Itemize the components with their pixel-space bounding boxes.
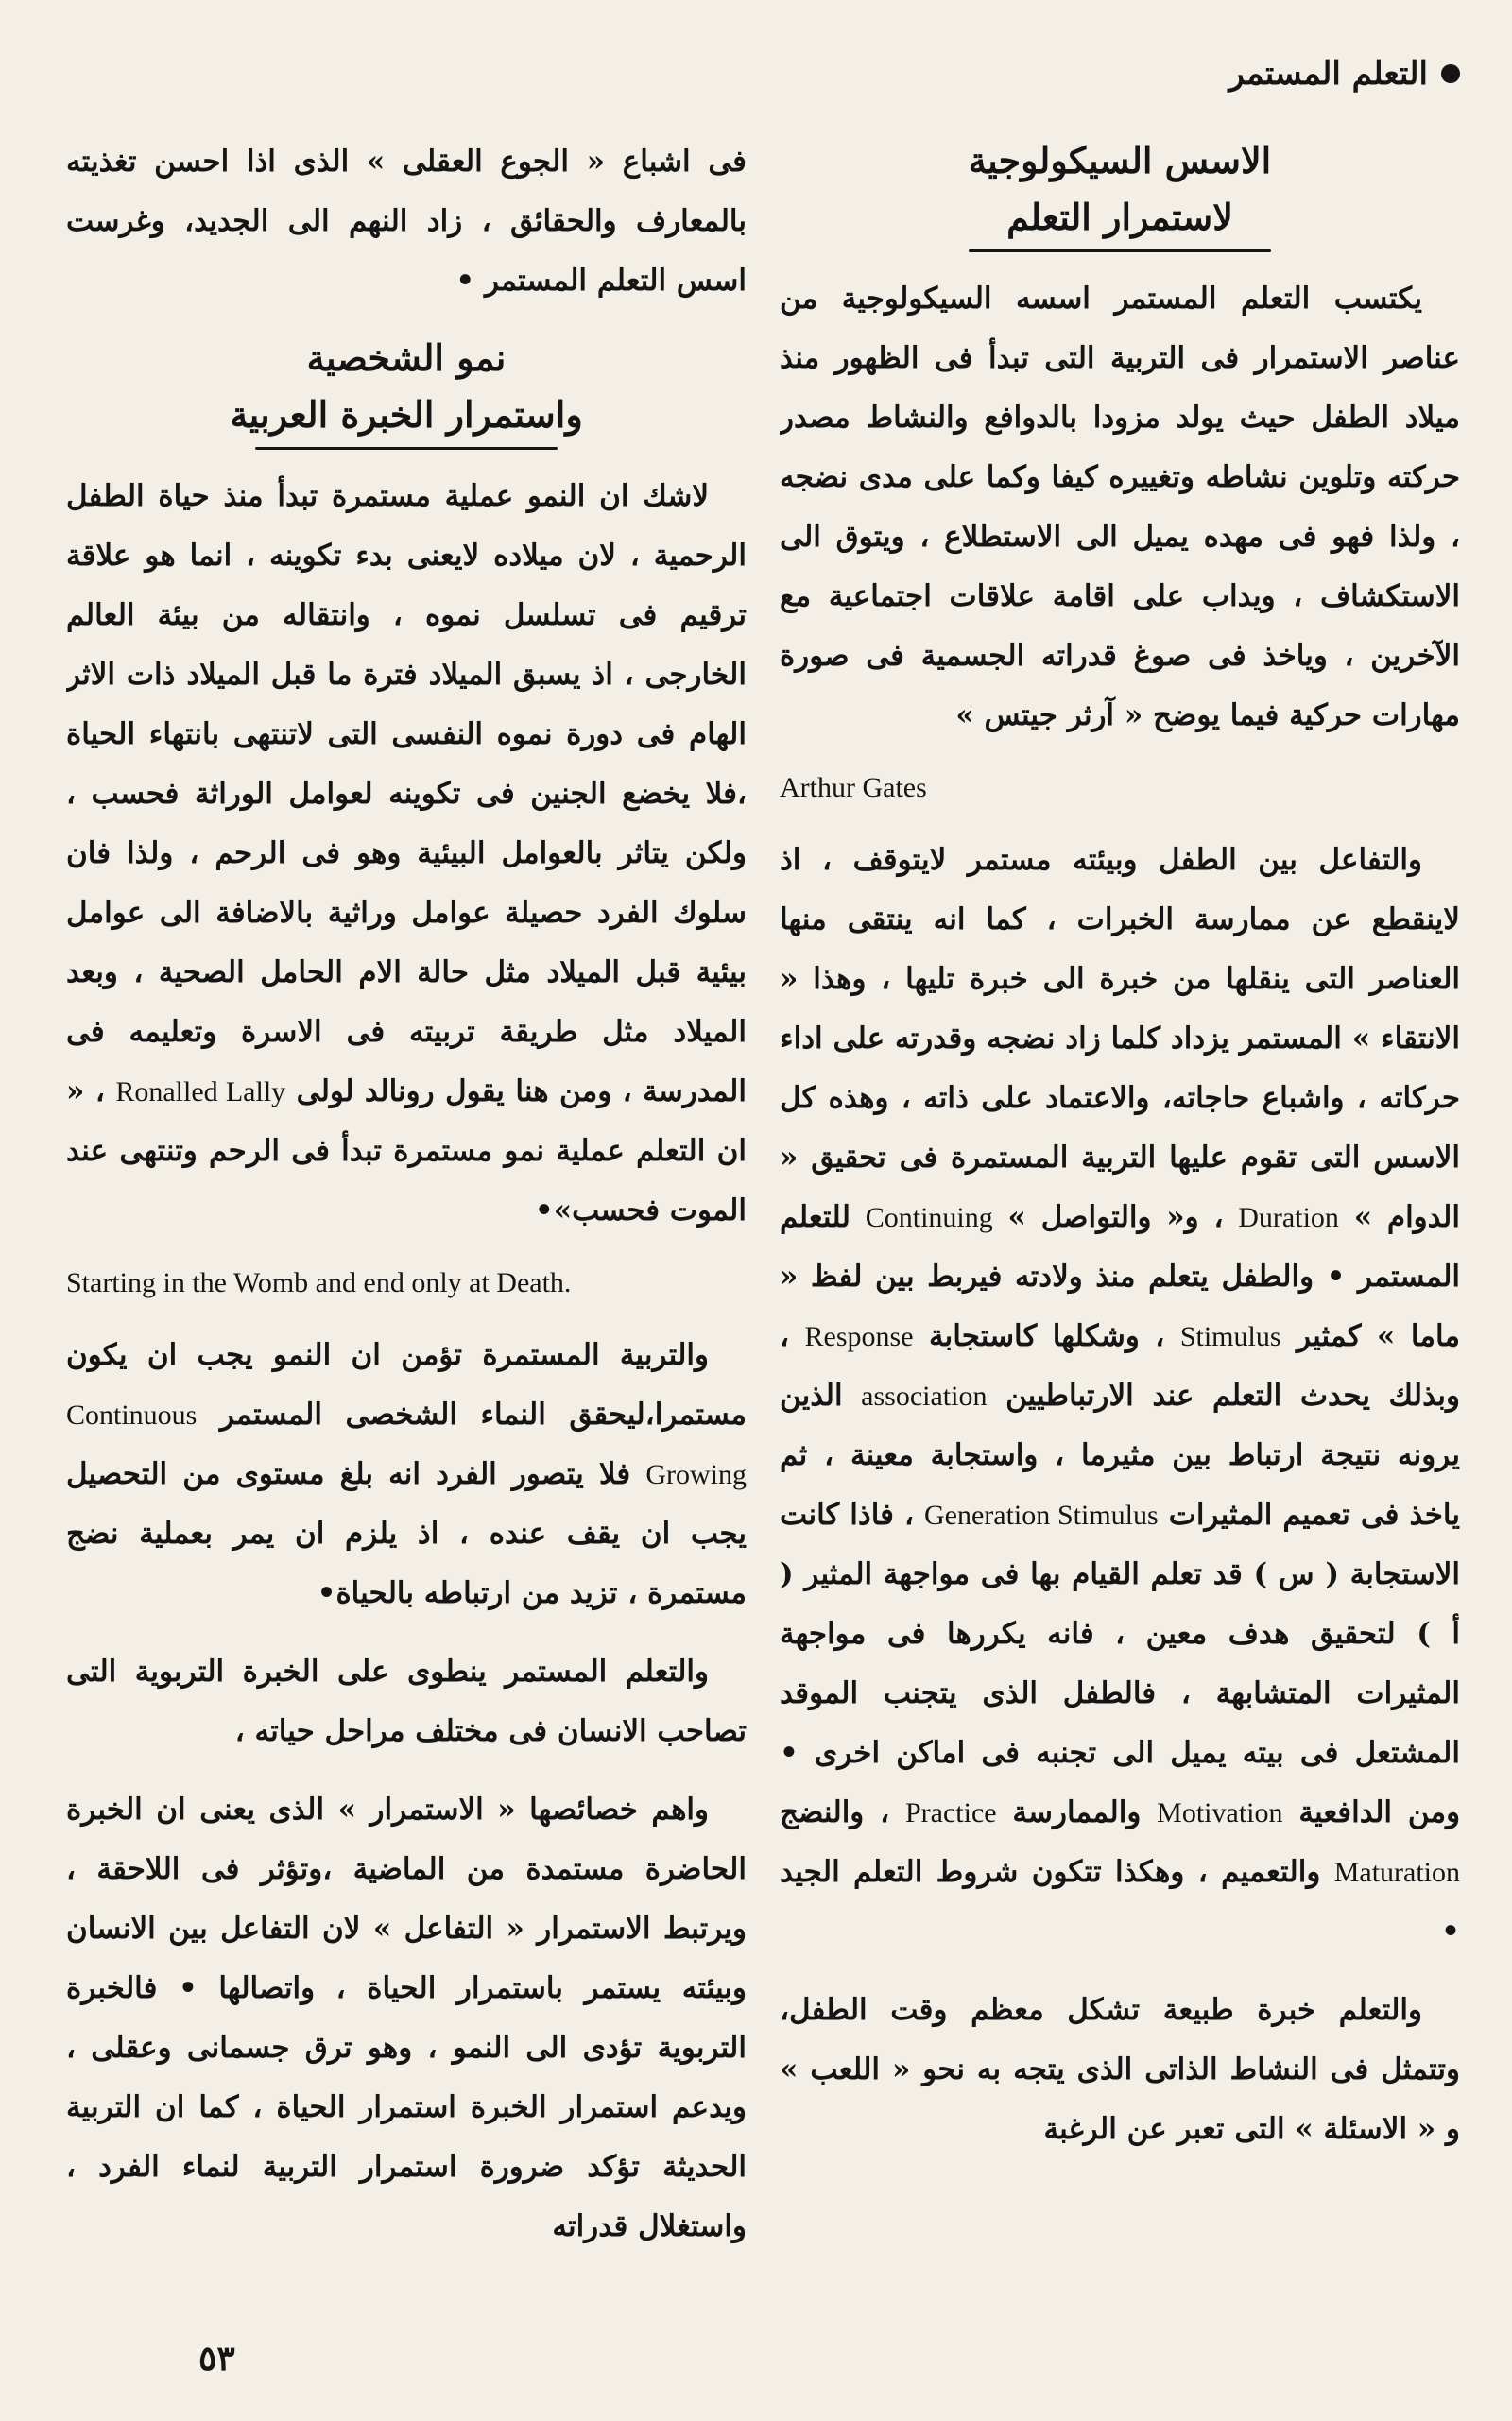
paragraph-text: لاشك ان النمو عملية مستمرة تبدأ منذ حياة الطفل الرحمية ، لان ميلاده لايعنى بدء تكوينه ، انما هو علاقة ترقيم فى تسلسل نموه ، وانتقاله من بيئة العالم الخارجى ، اذ يسبق الميلاد فترة ما قبل الميلاد ذات الاثر الهام فى دورة نموه النفسى التى لاتنتهى بانتهاء الحياة ،فلا يخضع الجنين فى تكوينه لعوامل الوراثة فحسب ، ولكن يتاثر بالعوامل البيئية وهو فى الرحم ، ولذا فان سلوك الفرد حصيلة عوامل وراثية بالاضافة الى عوامل بيئية قبل الميلاد مثل حالة الام الحامل الصحية ، وبعد الميلاد مثل طريقة تربيته فى الاسرة وتعليمه فى المدرسة ، ومن هنا يقول رونالد لولى: [66, 479, 747, 1108]
page-number: ٥٣: [198, 2339, 235, 2378]
latin-term: Arthur Gates: [780, 772, 927, 803]
paragraph-text: ، وبذلك يحدث التعلم عند الارتباطيين: [780, 1319, 1460, 1413]
paragraph-text: ، « ان التعلم عملية نمو مستمرة تبدأ فى الرحم وتنتهى عند الموت فحسب»•: [66, 1074, 747, 1228]
heading-underline: [255, 447, 558, 450]
latin-term: Continuing: [865, 1202, 993, 1233]
paragraph: [66, 1326, 747, 1623]
paragraph-text: ، فاذا كانت الاستجابة ( س ) قد تعلم القيام بها فى مواجهة المثير ( أ ) لتحقيق هدف معين ، فانه يكررها فى مواجهة المثيرات المتشابهة ، فالطفل الذى يتجنب الموقد المشتعل فى بيته يميل الى تجنبه فى اماكن اخرى • ومن الدافعية: [780, 1498, 1460, 1829]
latin-term: Motivation: [1157, 1797, 1283, 1829]
paragraph-text: والتعميم ، وهكذا تتكون شروط التعلم الجيد •: [780, 1855, 1460, 1949]
latin-term: Maturation: [1333, 1857, 1460, 1888]
paragraph-text: فى اشباع « الجوع العقلى » الذى اذا احسن تغذيته بالمعارف والحقائق ، زاد النهم الى الجديد، وغرست اسس التعلم المستمر •: [66, 145, 747, 298]
paragraph-text: للتعلم المستمر • والطفل يتعلم منذ ولادته فيربط بين لفظ « ماما » كمثير: [780, 1200, 1460, 1353]
section-heading-personality-growth: [66, 330, 747, 450]
paragraph: [66, 132, 747, 311]
paragraph: [780, 269, 1460, 746]
latin-term: association: [861, 1381, 988, 1412]
latin-term: Stimulus: [1179, 1321, 1281, 1352]
running-head: [1228, 55, 1460, 93]
running-head-text: التعلم المستمر: [1228, 55, 1428, 93]
paragraph: [66, 1780, 747, 2257]
section-heading-psychological-foundations: [780, 132, 1460, 252]
paragraph: [66, 1642, 747, 1761]
latin-term: Generation Stimulus: [924, 1500, 1159, 1531]
heading-underline: [969, 249, 1271, 252]
paragraph-text: والتعلم خبرة طبيعة تشكل معظم وقت الطفل، وتتمثل فى النشاط الذاتى الذى يتجه به نحو « اللعب » و « الاسئلة » التى تعبر عن الرغبة: [780, 1993, 1460, 2146]
paragraph-text: والتفاعل بين الطفل وبيئته مستمر لايتوقف ، اذ لاينقطع عن ممارسة الخبرات ، كما انه ينتقى منها العناصر التى ينقلها من خبرة الى خبرة تليها ، وهذا « الانتقاء » المستمر يزداد كلما زاد نضجه وقدرته على اداء حركاته ، واشباع حاجاته، والاعتماد على ذاته ، وهذه كل الاسس التى تقوم عليها التربية المستمرة فى تحقيق « الدوام »: [780, 843, 1460, 1234]
paragraph-text: ، و« والتواصل »: [1007, 1200, 1224, 1234]
paragraph: [780, 1981, 1460, 2159]
heading-line: نمو الشخصية: [306, 336, 507, 379]
latin-term: Duration: [1238, 1202, 1339, 1233]
paragraph-text: فلا يتصور الفرد انه بلغ مستوى من التحصيل يجب ان يقف عنده ، اذ يلزم ان يمر بعملية نضج مستمرة ، تزيد من ارتباطه بالحياة•: [66, 1457, 747, 1610]
paragraph-text: والممارسة: [1012, 1795, 1142, 1829]
paragraph-text: ، والنضج: [780, 1795, 890, 1829]
paragraph-text: والتعلم المستمر ينطوى على الخبرة التربوية التى تصاحب الانسان فى مختلف مراحل حياته ،: [66, 1655, 747, 1748]
latin-quote: Starting in the Womb and end only at Death.: [66, 1267, 572, 1298]
paragraph-text: واهم خصائصها « الاستمرار » الذى يعنى ان الخبرة الحاضرة مستمدة من الماضية ،وتؤثر فى اللاحقة ، ويرتبط الاستمرار « التفاعل » لان التفاعل بين الانسان وبيئته يستمر باستمرار الحياة ، واتصالها • فالخبرة التربوية تؤدى الى النمو ، وهو ترق جسمانى وعقلى ، ويدعم استمرار الخبرة استمرار الحياة ، كما ان التربية الحديثة تؤكد ضرورة استمرار التربية لنماء الفرد ، واستغلال قدراته: [66, 1793, 747, 2243]
paragraph-text: الذين يرونه نتيجة ارتباط بين مثيرما ، واستجابة معينة ، ثم ياخذ فى تعميم المثيرات: [780, 1379, 1460, 1532]
paragraph-text: يكتسب التعلم المستمر اسسه السيكولوجية من عناصر الاستمرار فى التربية التى تبدأ فى الظهور منذ ميلاد الطفل حيث يولد مزودا بالدوافع والنشاط مصدر حركته وتلوين نشاطه وتغييره كيفا وكما على مدى نضجه ، ولذا فهو فى مهده يميل الى الاستطلاع ، ويتوق الى الاستكشاف ، ويداب على اقامة علاقات اجتماعية مع الآخرين ، وياخذ فى صوغ قدراته الجسمية فى صورة مهارات حركية فيما يوضح « آرثر جيتس »: [780, 282, 1460, 732]
paragraph-text: والتربية المستمرة تؤمن ان النمو يجب ان يكون مستمرا،ليحقق النماء الشخصى المستمر: [66, 1338, 747, 1432]
latin-term: Response: [804, 1321, 914, 1352]
latin-term: Continuous Growing: [66, 1399, 747, 1490]
left-column: [66, 132, 747, 2308]
bullet-icon: [1441, 64, 1460, 83]
heading-line: لاستمرار التعلم: [1006, 196, 1233, 238]
right-column: [780, 132, 1460, 2308]
paragraph: [66, 467, 747, 1241]
heading-line: الاسس السيكولوجية: [968, 139, 1272, 181]
heading-line: واستمرار الخبرة العربية: [230, 393, 583, 436]
paragraph: [780, 831, 1460, 1962]
latin-term: Practice: [904, 1797, 997, 1829]
paragraph-text: ، وشكلها كاستجابة: [929, 1319, 1165, 1353]
latin-term: Ronalled Lally: [115, 1076, 286, 1107]
